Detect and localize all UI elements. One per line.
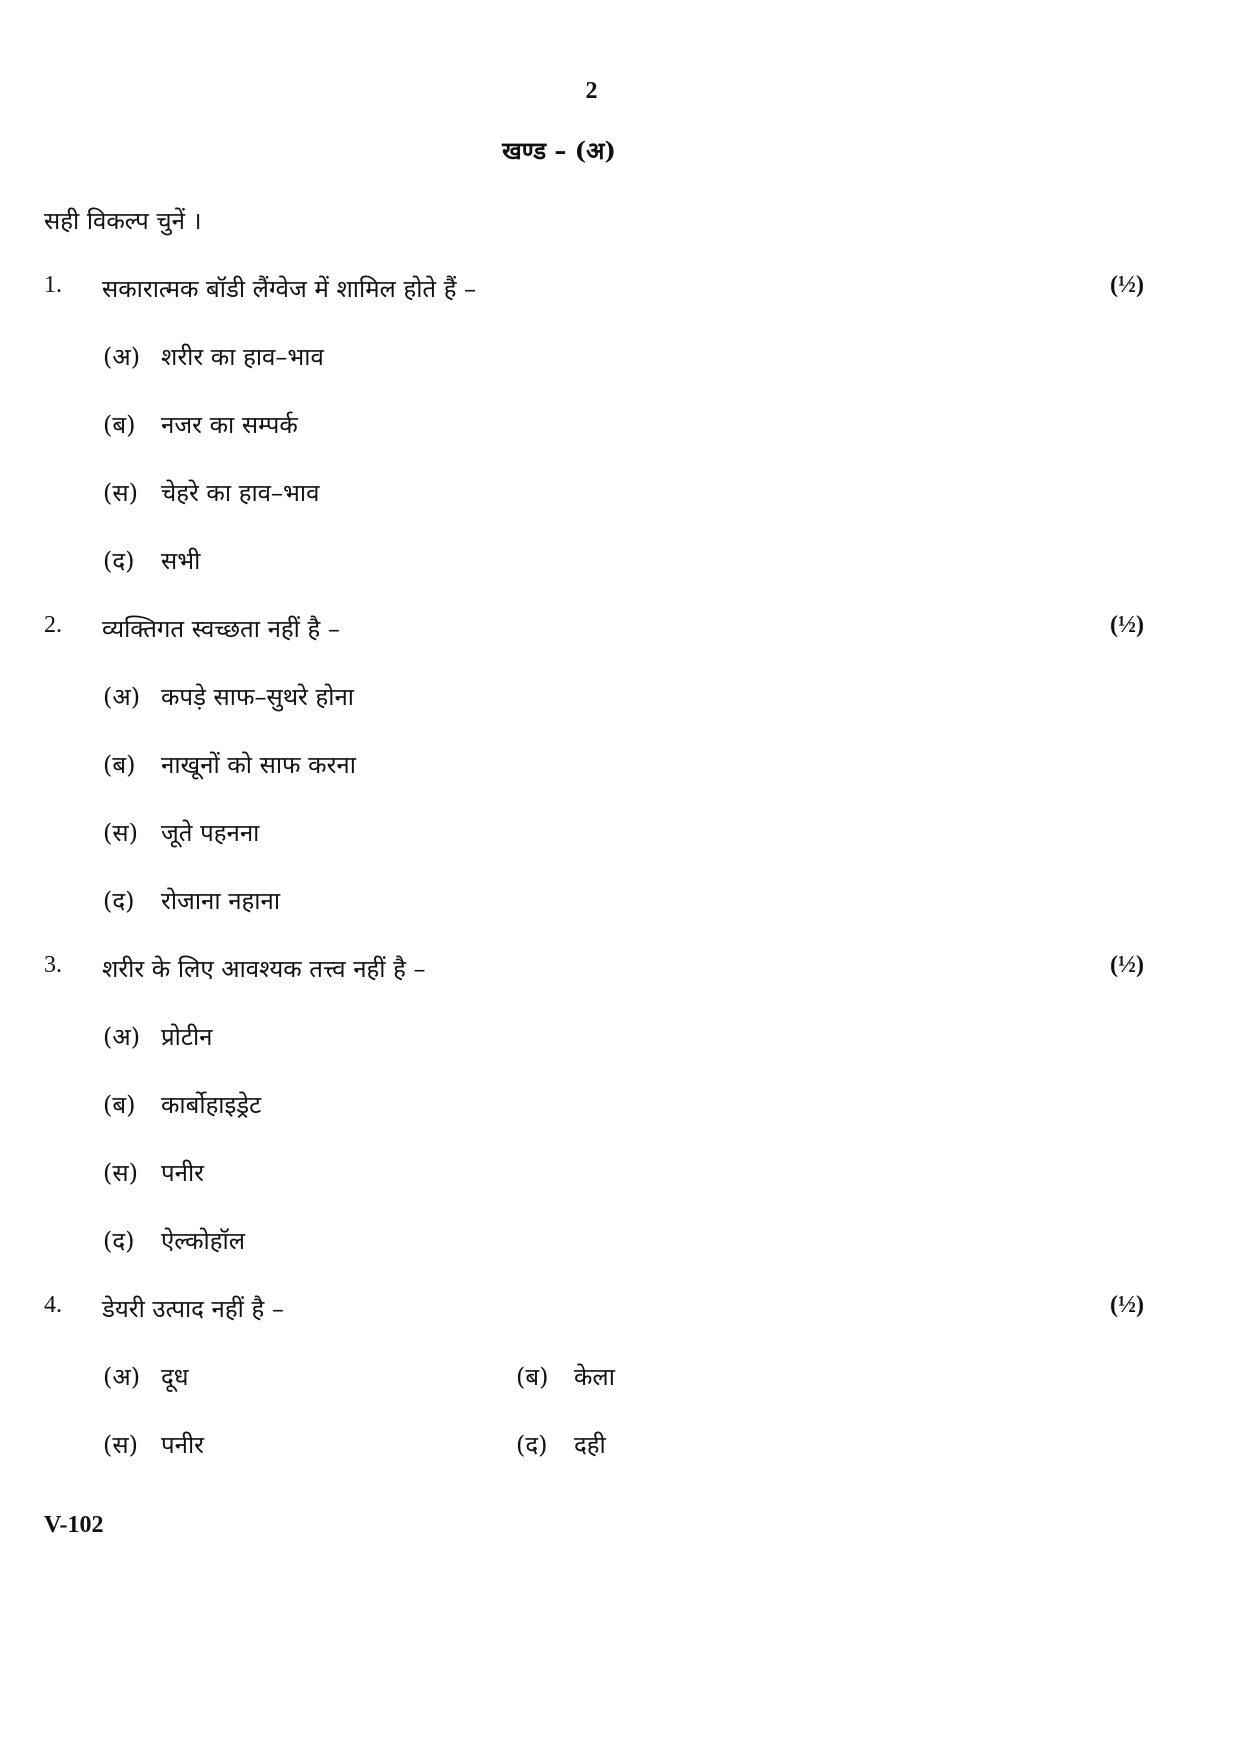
- option-text: चेहरे का हाव–भाव: [161, 479, 320, 507]
- option-label: (स): [103, 479, 138, 507]
- option-label: (ब): [103, 751, 136, 779]
- option-label: (ब): [103, 1091, 136, 1119]
- option-text: पनीर: [161, 1431, 204, 1459]
- question-number: 3.: [44, 952, 62, 978]
- option-label: (द): [103, 547, 135, 575]
- question-4: [44, 1292, 1144, 1328]
- option-label: (स): [103, 1159, 138, 1187]
- option-label: (अ): [103, 683, 141, 711]
- option-text: केला: [574, 1363, 615, 1391]
- option-label: (द): [103, 887, 135, 915]
- question-text: सकारात्मक बॉडी लैंग्वेज में शामिल होते हैं –: [102, 275, 477, 303]
- option-label: (अ): [103, 1363, 141, 1391]
- option-text: नाखूनों को साफ करना: [161, 751, 356, 779]
- question-marks: (½): [1110, 952, 1144, 978]
- question-number: 1.: [44, 272, 62, 298]
- question-text: शरीर के लिए आवश्यक तत्त्व नहीं है –: [102, 955, 426, 983]
- option-text: दही: [574, 1431, 606, 1459]
- question-3: [44, 952, 1144, 988]
- option-text: प्रोटीन: [161, 1023, 213, 1051]
- option-label: (ब): [103, 411, 136, 439]
- question-2: [44, 612, 1144, 648]
- option-text: पनीर: [161, 1159, 204, 1187]
- option-text: शरीर का हाव–भाव: [161, 343, 324, 371]
- question-1: [44, 272, 1144, 308]
- question-number: 4.: [44, 1292, 62, 1318]
- question-text: व्यक्तिगत स्वच्छता नहीं है –: [102, 615, 340, 643]
- option-text: दूध: [161, 1363, 189, 1391]
- question-number: 2.: [44, 612, 62, 638]
- option-text: कपड़े साफ–सुथरे होना: [161, 683, 354, 711]
- option-text: कार्बोहाइड्रेट: [161, 1091, 262, 1119]
- question-marks: (½): [1110, 612, 1144, 638]
- option-text: जूते पहनना: [161, 819, 260, 847]
- option-label: (ब): [516, 1363, 549, 1391]
- question-marks: (½): [1110, 272, 1144, 298]
- page-number: 2: [585, 78, 598, 104]
- section-title: खण्ड – (अ): [502, 136, 616, 165]
- option-label: (द): [516, 1431, 548, 1459]
- option-text: ऐल्कोहॉल: [161, 1227, 245, 1255]
- footer-code: V-102: [44, 1512, 104, 1538]
- option-label: (अ): [103, 1023, 141, 1051]
- question-text: डेयरी उत्पाद नहीं है –: [102, 1295, 284, 1323]
- option-label: (स): [103, 819, 138, 847]
- question-marks: (½): [1110, 1292, 1144, 1318]
- option-text: रोजाना नहाना: [161, 887, 281, 915]
- option-label: (अ): [103, 343, 141, 371]
- option-label: (द): [103, 1227, 135, 1255]
- option-text: सभी: [161, 547, 201, 575]
- option-label: (स): [103, 1431, 138, 1459]
- option-text: नजर का सम्पर्क: [161, 411, 298, 439]
- instruction: सही विकल्प चुनें ।: [44, 207, 202, 235]
